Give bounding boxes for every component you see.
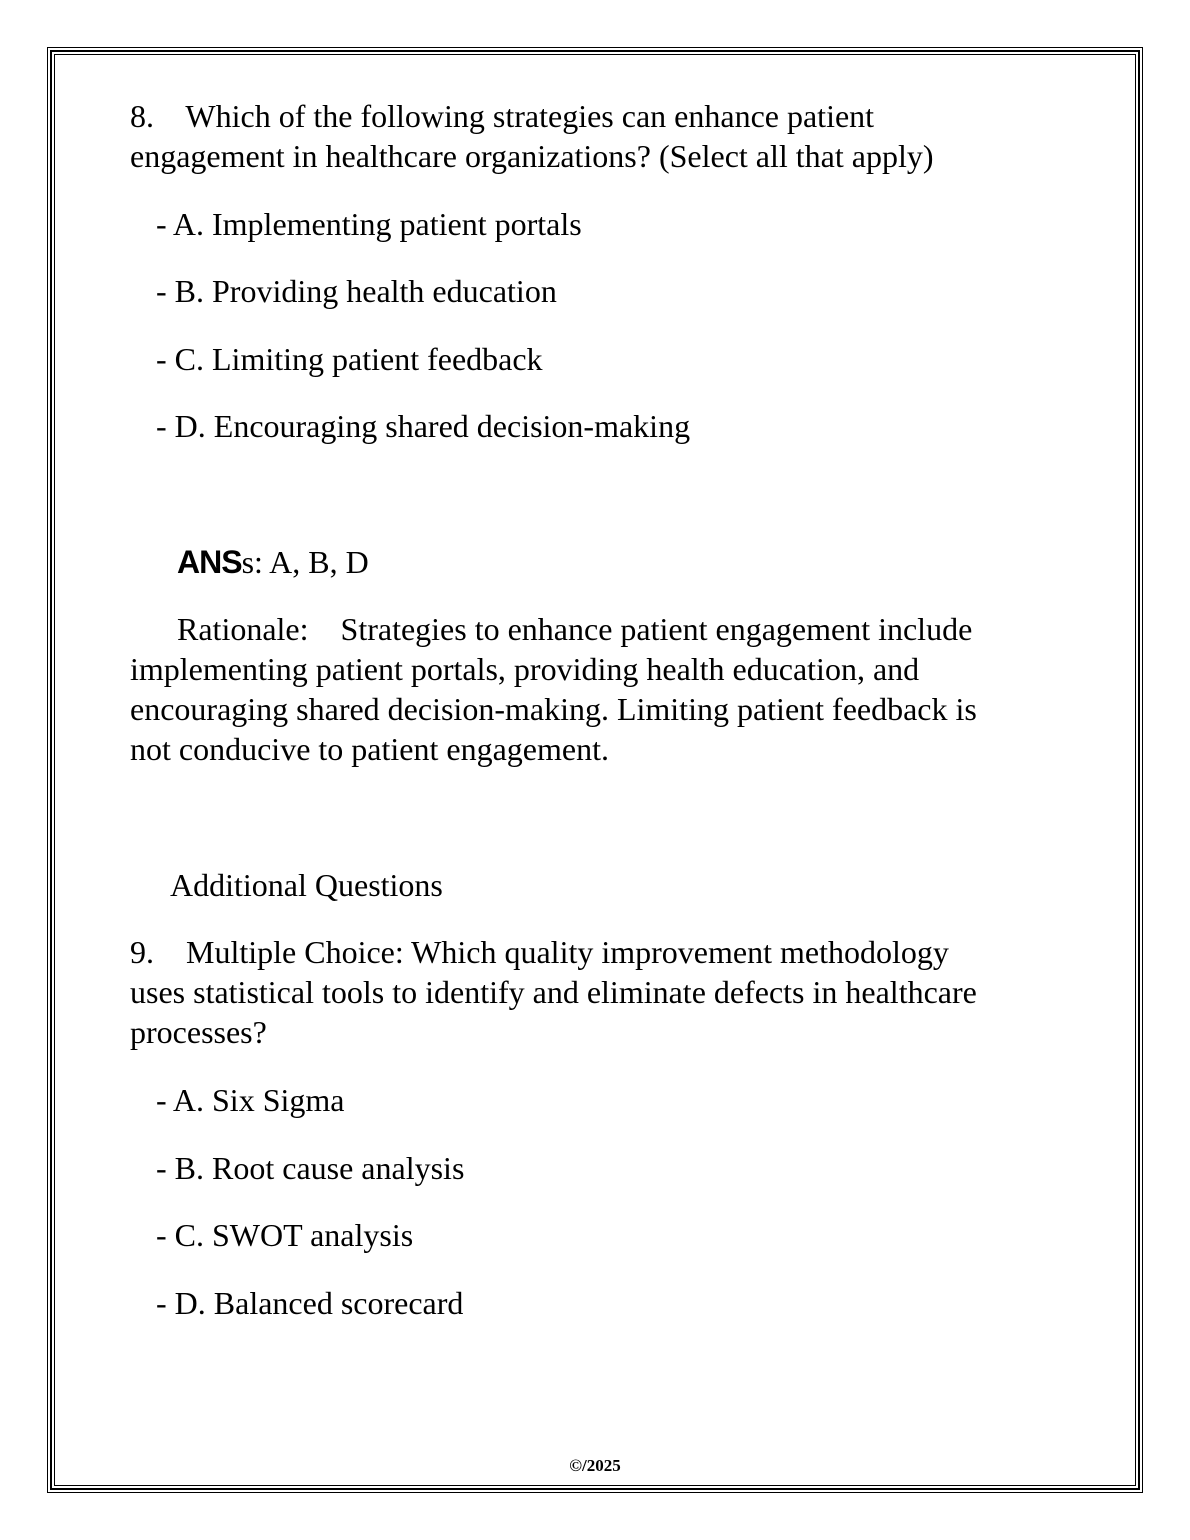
q9-option-a: - A. Six Sigma [156,1082,345,1118]
copyright-footer: ©/2025 [569,1456,621,1475]
q8-rationale-line-3: encouraging shared decision-making. Limiting patient feedback is [130,691,977,727]
q9-option-d: - D. Balanced scorecard [156,1285,464,1321]
question-9-line-3: processes? [130,1014,267,1050]
answer-value: s: A, B, D [241,544,369,580]
answer-label: ANS [177,544,242,580]
q8-rationale-line-4: not conducive to patient engagement. [130,731,609,767]
q8-rationale-line-2: implementing patient portals, providing health education, and [130,651,920,687]
question-9-line-2: uses statistical tools to identify and eliminate defects in healthcare [130,974,977,1010]
q8-option-a: - A. Implementing patient portals [156,206,582,242]
section-heading: Additional Questions [170,867,443,903]
question-8-line-1: 8. Which of the following strategies can enhance patient [130,98,875,134]
q9-option-b: - B. Root cause analysis [156,1150,465,1186]
q8-option-d: - D. Encouraging shared decision-making [156,408,691,444]
q8-answer [177,542,369,582]
question-8-line-2: engagement in healthcare organizations? (Select all that apply) [130,138,934,174]
page-border [47,47,1143,1493]
q8-option-b: - B. Providing health education [156,273,557,309]
question-9-line-1: 9. Multiple Choice: Which quality improvement methodology [130,934,949,970]
q8-rationale-line-1: Rationale: Strategies to enhance patient engagement include [177,611,973,647]
q8-option-c: - C. Limiting patient feedback [156,341,543,377]
q9-option-c: - C. SWOT analysis [156,1217,414,1253]
